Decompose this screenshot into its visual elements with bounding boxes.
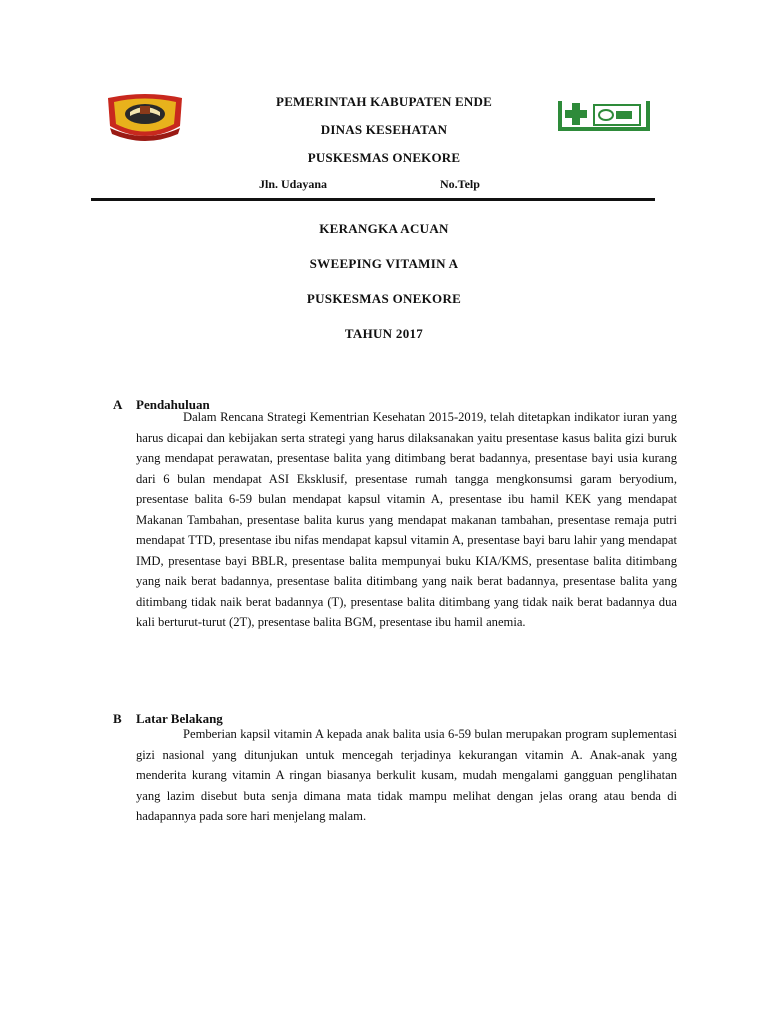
section-a-heading: Pendahuluan [136, 397, 210, 412]
section-b-letter: B [113, 711, 122, 726]
header-government: PEMERINTAH KABUPATEN ENDE [276, 94, 492, 109]
doc-title-line-3: PUSKESMAS ONEKORE [306, 291, 462, 306]
header-phone: No.Telp [440, 177, 480, 191]
doc-title-line-1: KERANGKA ACUAN [319, 221, 449, 236]
doc-title-line-4: TAHUN 2017 [344, 326, 424, 341]
header-health-center: PUSKESMAS ONEKORE [307, 150, 461, 165]
doc-title-line-2: SWEEPING VITAMIN A [309, 256, 459, 271]
section-b-body: Pemberian kapsil vitamin A kepada anak balita usia 6-59 bulan merupakan program suplementasi gizi nasional yang ditunjukan untuk mencegah terjadinya kekurangan vitamin A. Anak-anak yang menderita kurang vitamin A ringan biasanya berkulit kusam, mudah mengalami gangguan penglihatan yang lazim disebut buta senja dimana mata tidak mampu melihat dengan jelas orang atau benda di hadapannya pada sore hari menjelang malam. [136, 727, 677, 823]
header-street: Jln. Udayana [259, 177, 328, 191]
section-a-body: Dalam Rencana Strategi Kementrian Kesehatan 2015-2019, telah ditetapkan indikator iuran yang harus dicapai dan kebijakan serta strategi yang harus dilaksanakan yaitu presentase kasus balita gizi buruk yang mendapat perawatan, presentase balita yang ditimbang berat badannya, presentase bayi usia kurang dari 6 bulan mendapat ASI Eksklusif, presentase rumah tangga mengkonsumsi garam beryodium, presentase balita 6-59 bulan mendapat kapsul vitamin A, presentase ibu hamil KEK yang mendapat Makanan Tambahan, presentase balita kurus yang mendapat makanan tambahan, presentase remaja putri mendapat TTD, presentase ibu nifas mendapat kapsul vitamin A, presentase bayi baru lahir yang mendapat IMD, presentase bayi BBLR, presentase balita mempunyai buku KIA/KMS, presentase balita ditimbang yang naik berat badannya, presentase balita ditimbang yang naik berat badannya, presentase balita yang ditimbang tidak naik berat badannya (T), presentase balita ditimbang yang tidak naik berat badannya dua kali berturut-turut (2T), presentase balita BGM, presentase ibu hamil anemia. [136, 410, 677, 629]
section-a-letter: A [113, 397, 123, 412]
section-b-heading: Latar Belakang [136, 711, 223, 726]
header-department: DINAS KESEHATAN [320, 122, 448, 137]
header-divider [91, 198, 655, 201]
